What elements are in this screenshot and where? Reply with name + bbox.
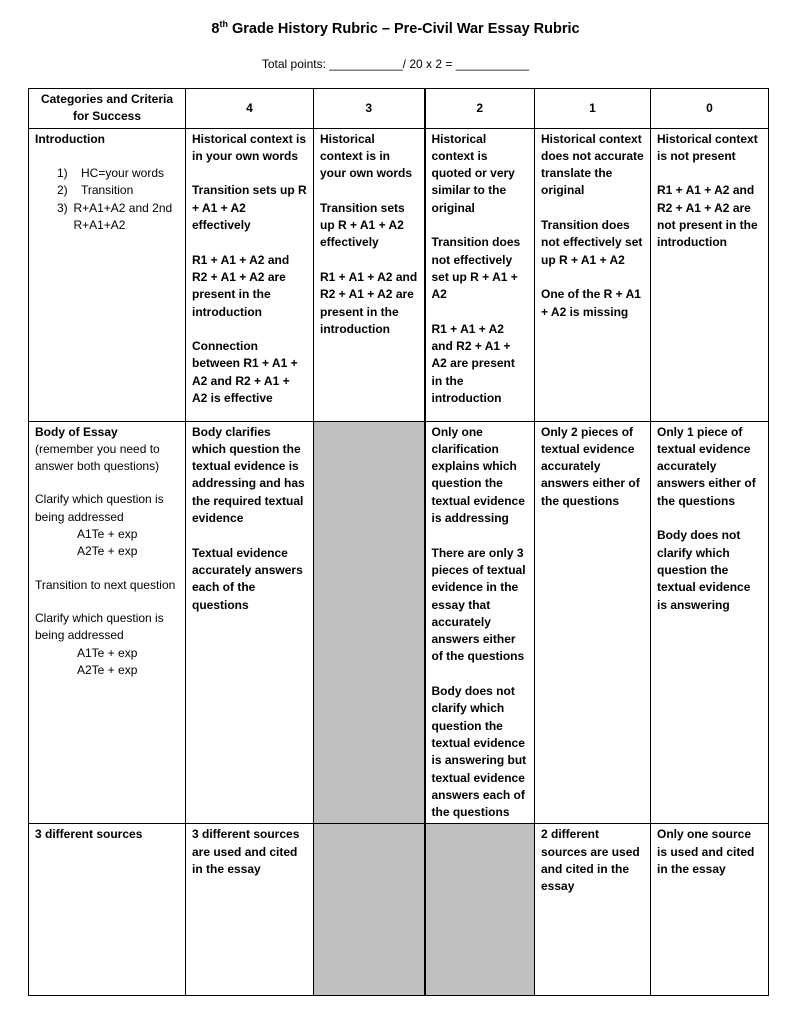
sources-level-1-cell: 2 different sources are used and cited in the essay — [535, 824, 651, 996]
header-categories: Categories and Criteria for Success — [29, 89, 186, 129]
sources-category-cell: 3 different sources — [29, 824, 186, 996]
list-item: 3) R+A1+A2 and 2nd R+A1+A2 — [57, 200, 173, 233]
rubric-table — [28, 88, 769, 996]
sources-level-2-cell-shaded — [425, 824, 535, 996]
body-category-cell: Body of Essay (remember you need to answer both questions) Clarify which question is being addressed A1Te + exp A2Te + exp Transition to next question Clarify which question is being addressed A1Te + exp A2Te + exp — [29, 421, 186, 824]
sources-level-0-cell: Only one source is used and cited in the essay — [651, 824, 769, 996]
intro-level-4-cell: Historical context is in your own words Transition sets up R + A1 + A2 effectively R1 + A1 + A2 and R2 + A1 + A2 are present in the introduction Connection between R1 + A1 + A2 and R2 + A1 + A2 is effective — [186, 128, 314, 421]
body-level-4-cell: Body clarifies which question the textual evidence is addressing and has the required textual evidence Textual evidence accurately answers each of the questions — [186, 421, 314, 824]
page-title: 8th Grade History Rubric – Pre-Civil War Essay Rubric — [211, 19, 580, 37]
table-row — [29, 824, 769, 996]
table-row — [29, 421, 769, 824]
intro-category-cell — [29, 128, 186, 421]
table-header-row — [29, 89, 769, 129]
header-level-1: 1 — [535, 89, 651, 129]
intro-level-3-cell: Historical context is in your own words Transition sets up R + A1 + A2 effectively R1 + A1 + A2 and R2 + A1 + A2 are present in the introduction — [314, 128, 425, 421]
table-row — [29, 128, 769, 421]
sources-level-4-cell: 3 different sources are used and cited in the essay — [186, 824, 314, 996]
sources-level-3-cell-shaded — [314, 824, 425, 996]
intro-title: Introduction — [35, 131, 105, 146]
intro-level-1-cell: Historical context does not accurate translate the original Transition does not effectively set up R + A1 + A2 One of the R + A1 + A2 is missing — [535, 128, 651, 421]
intro-level-0-cell: Historical context is not present R1 + A1 + A2 and R2 + A1 + A2 are not present in the introduction — [651, 128, 769, 421]
body-level-2-cell: Only one clarification explains which question the textual evidence is addressing There are only 3 pieces of textual evidence in the essay that accurately answers either of the questions Body does not clarify which question the textual evidence is answering but textual evidence answers each of the questions — [425, 421, 535, 824]
header-level-2: 2 — [425, 89, 535, 129]
list-item: 1) HC=your words — [57, 166, 165, 181]
list-item: 2) Transition — [57, 183, 134, 198]
total-points-line: Total points: ___________/ 20 x 2 = ___________ — [261, 57, 530, 71]
intro-criteria-list — [35, 165, 179, 234]
body-level-0-cell: Only 1 piece of textual evidence accurately answers either of the questions Body does not clarify which question the textual evidence is answering — [651, 421, 769, 824]
header-level-4: 4 — [186, 89, 314, 129]
header-level-3: 3 — [314, 89, 425, 129]
header-level-0: 0 — [651, 89, 769, 129]
body-level-1-cell: Only 2 pieces of textual evidence accurately answers either of the questions — [535, 421, 651, 824]
body-level-3-cell-shaded — [314, 421, 425, 824]
intro-level-2-cell: Historical context is quoted or very similar to the original Transition does not effectively set up R + A1 + A2 R1 + A1 + A2 and R2 + A1 + A2 are present in the introduction — [425, 128, 535, 421]
